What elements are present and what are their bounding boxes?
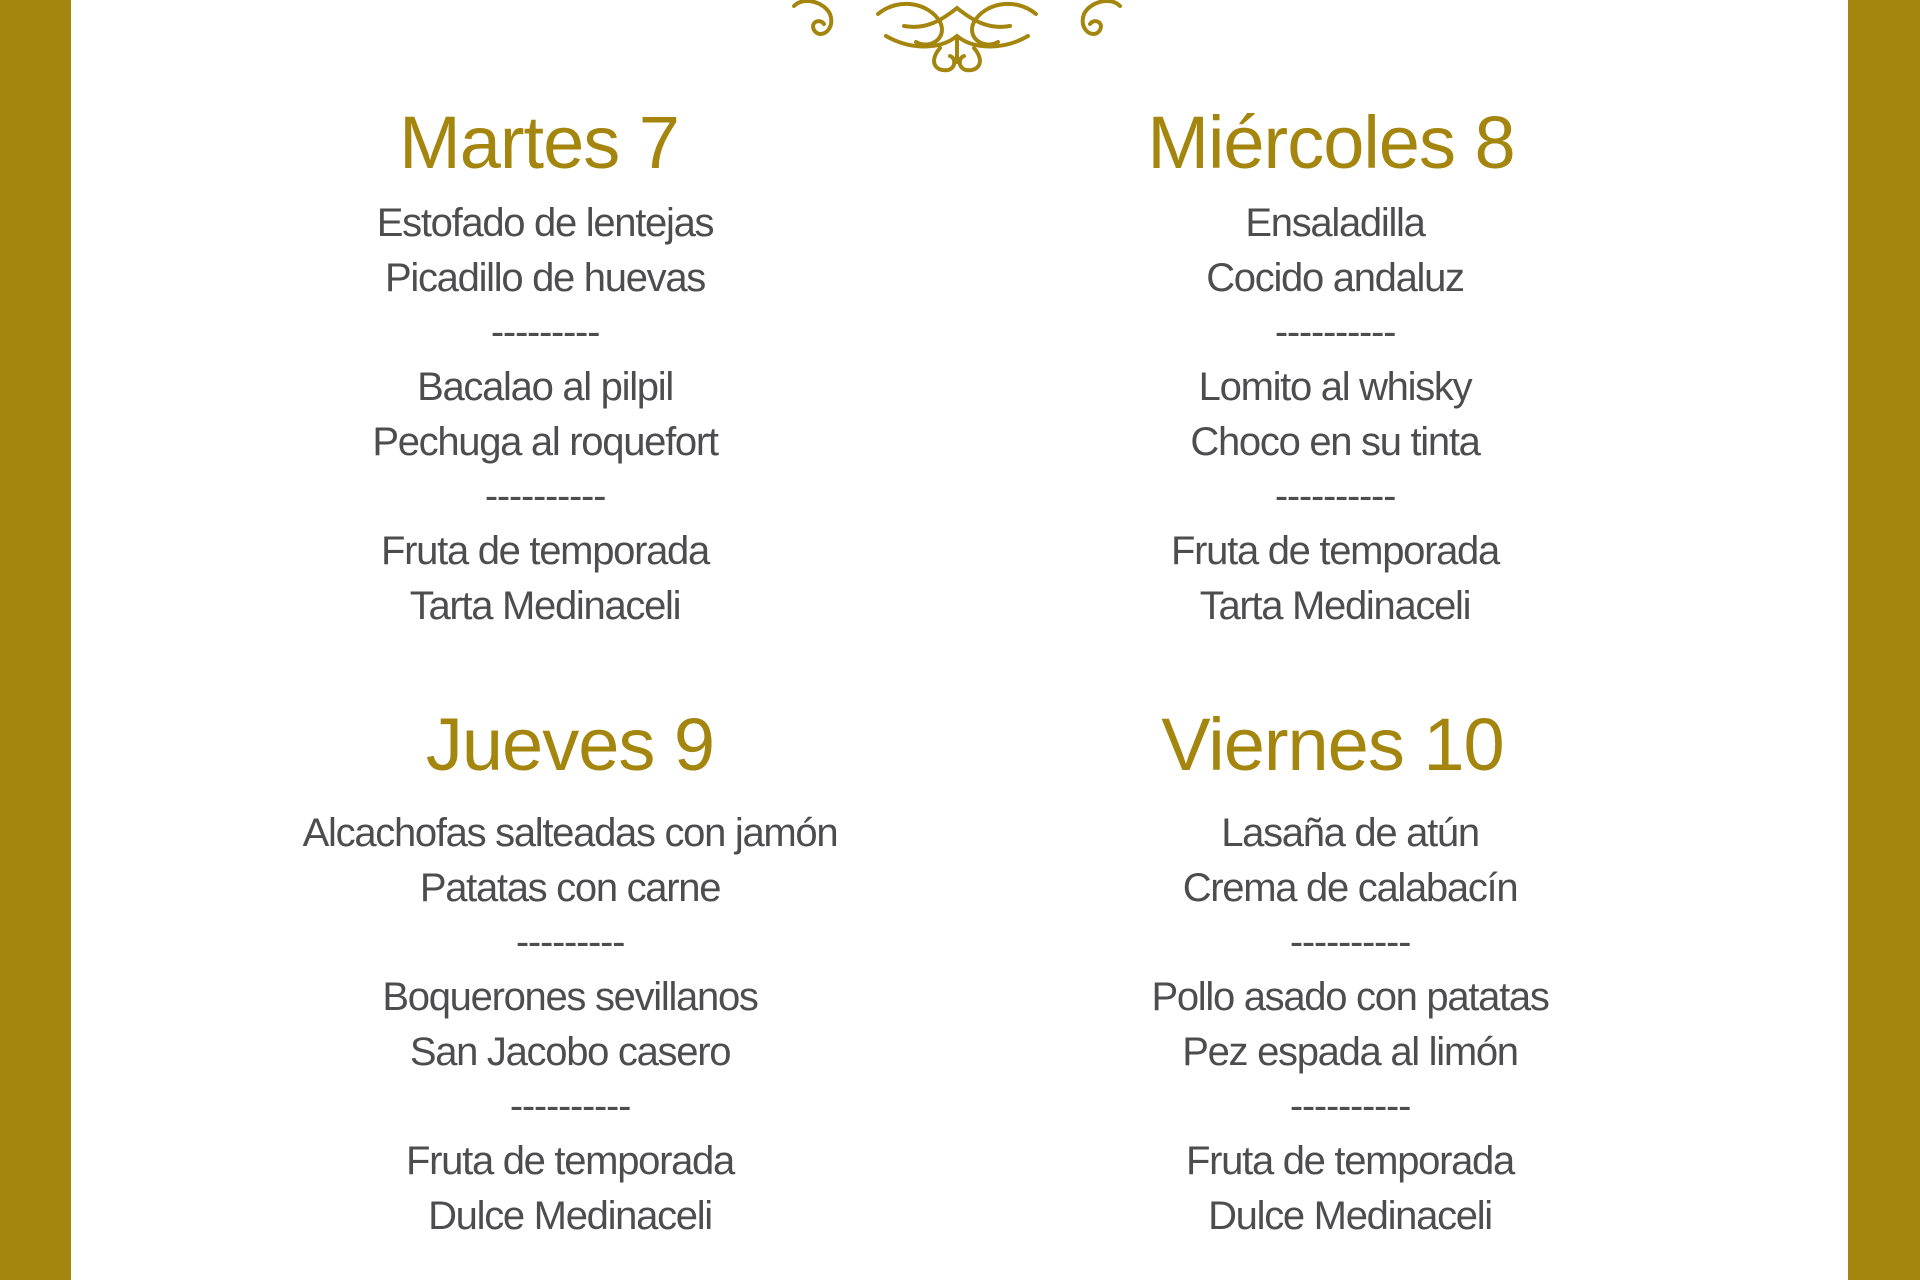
day-title: Martes 7 [399, 101, 679, 184]
dish-item: Patatas con carne [419, 865, 721, 910]
course-separator: ---------- [1274, 474, 1396, 519]
day-title: Miércoles 8 [1147, 101, 1515, 184]
dish-item: Fruta de temporada [1171, 529, 1499, 574]
dish-item: Bacalao al pilpil [417, 365, 673, 410]
dish-item: Choco en su tinta [1190, 419, 1480, 464]
dish-item: Cocido andaluz [1206, 255, 1464, 300]
dish-item: San Jacobo casero [409, 1029, 731, 1074]
right-gold-border [1848, 0, 1920, 1280]
course-separator: ---------- [1289, 1084, 1411, 1129]
dish-item: Lomito al whisky [1198, 365, 1472, 410]
dish-item: Alcachofas salteadas con jamón [302, 811, 838, 855]
course-separator: ---------- [509, 1084, 631, 1129]
day-title: Jueves 9 [425, 703, 715, 786]
course-separator: ---------- [1289, 920, 1411, 965]
dish-item: Pechuga al roquefort [372, 419, 718, 464]
left-gold-border [0, 0, 71, 1280]
course-separator: ---------- [484, 474, 606, 519]
dish-item: Lasaña de atún [1221, 811, 1479, 855]
dish-list [1130, 196, 1540, 634]
dish-item: Tarta Medinaceli [1199, 583, 1471, 628]
dish-item: Fruta de temporada [1186, 1139, 1514, 1184]
dish-item: Ensaladilla [1245, 201, 1425, 245]
dish-list [340, 196, 750, 634]
dish-item: Boquerones sevillanos [382, 975, 758, 1020]
course-separator: --------- [515, 920, 625, 965]
dish-item: Pez espada al limón [1182, 1029, 1518, 1074]
dish-item: Estofado de lentejas [376, 201, 714, 245]
dish-item: Pollo asado con patatas [1151, 975, 1549, 1020]
course-separator: --------- [490, 310, 600, 355]
filigree-ornament-icon [790, 0, 1124, 76]
dish-item: Fruta de temporada [381, 529, 709, 574]
dish-item: Picadillo de huevas [385, 255, 705, 300]
course-separator: ---------- [1274, 310, 1396, 355]
dish-item: Dulce Medinaceli [428, 1193, 712, 1238]
dish-list [1130, 806, 1570, 1244]
dish-item: Fruta de temporada [406, 1139, 734, 1184]
day-title: Viernes 10 [1161, 703, 1504, 786]
dish-list [280, 806, 860, 1244]
dish-item: Dulce Medinaceli [1208, 1193, 1492, 1238]
dish-item: Tarta Medinaceli [409, 583, 681, 628]
dish-item: Crema de calabacín [1182, 865, 1518, 910]
